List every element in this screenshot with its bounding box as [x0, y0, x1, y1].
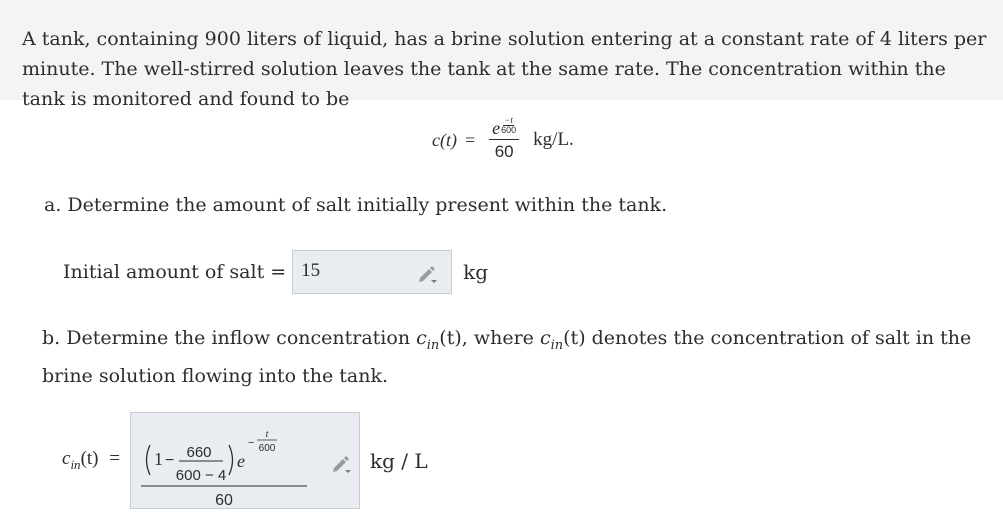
- equation-equals: =: [464, 129, 476, 150]
- exponent-denominator: 600: [501, 124, 517, 135]
- equation-unit: kg/L.: [533, 129, 574, 150]
- problem-statement-panel: [0, 0, 1003, 110]
- equation-denominator: 60: [494, 141, 514, 161]
- cin-symbol: c: [416, 327, 427, 349]
- cin-label-equals: =: [109, 448, 120, 470]
- exponent-numerator: −t: [504, 114, 513, 125]
- problem-intro: A tank, containing 900 liters of liquid, has a brine solution entering at a constant rate of 4 liters per minute. The well-stirred solution leaves the tank at the same rate. The concentration within the tank is monitored and found to be: [22, 28, 987, 110]
- part-b-question-end: denotes the concentration of salt in the brine solution flowing into the tank.: [42, 327, 972, 387]
- part-a-question: a. Determine the amount of salt initially present within the tank.: [44, 194, 668, 216]
- part-b-label: [62, 448, 120, 473]
- part-a-answer-row: [63, 250, 488, 294]
- pencil-icon[interactable]: [416, 263, 438, 283]
- formula-exp-num: t: [265, 429, 269, 440]
- part-b-question: [42, 323, 982, 391]
- part-a-label: Initial amount of salt =: [63, 261, 287, 283]
- cin-label-arg: (t): [80, 448, 99, 470]
- formula-exp-den: 600: [258, 443, 276, 454]
- formula-outer-den: 60: [215, 492, 233, 508]
- equation-numerator: [489, 114, 519, 140]
- cin-label-symbol: c: [62, 448, 71, 470]
- cin-subscript: in: [426, 337, 440, 353]
- formula-exp-minus: −: [247, 437, 255, 449]
- part-b-question-middle: , where: [461, 327, 540, 349]
- cin-subscript-2: in: [550, 337, 564, 353]
- pencil-icon[interactable]: [330, 453, 352, 473]
- part-b-question-start: b. Determine the inflow concentration: [42, 327, 417, 349]
- formula-inner-den: 600 − 4: [175, 467, 227, 484]
- formula-base: e: [236, 451, 245, 471]
- concentration-equation: [432, 110, 574, 170]
- cin-label-subscript: in: [70, 456, 81, 472]
- formula-inner-num: 660: [186, 444, 212, 461]
- equation-exp-base: e: [492, 117, 501, 138]
- initial-salt-input[interactable]: [292, 250, 452, 294]
- inflow-concentration-input[interactable]: [130, 412, 360, 509]
- inflow-concentration-formula: [141, 423, 311, 508]
- cin-arg: (t): [439, 327, 462, 349]
- cin-arg-2: (t): [563, 327, 586, 349]
- cin-symbol-2: c: [539, 327, 551, 349]
- equation-fraction: [489, 114, 519, 164]
- formula-minus: −: [164, 452, 175, 469]
- equation-lhs: c(t): [432, 129, 457, 150]
- part-a-unit: kg: [463, 260, 489, 284]
- equation-exponent: [501, 116, 516, 135]
- initial-salt-value: 15: [301, 260, 321, 281]
- part-b-answer-row: [62, 412, 428, 509]
- part-b-unit: kg / L: [369, 448, 428, 473]
- formula-one: 1: [153, 449, 163, 469]
